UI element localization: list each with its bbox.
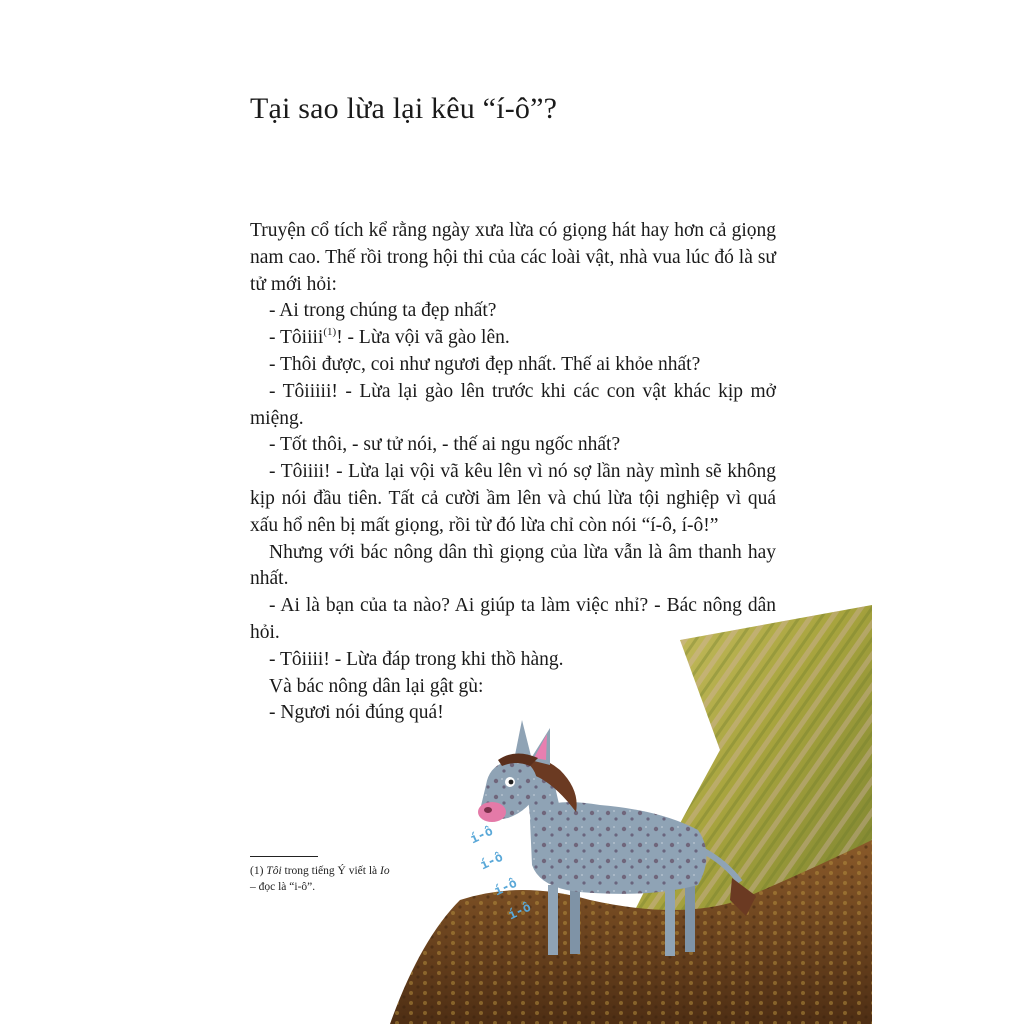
donkey-illustration: [380, 600, 872, 1024]
page-title: Tại sao lừa lại kêu “í-ô”?: [250, 92, 558, 125]
footnote-marker: (1): [250, 865, 267, 877]
paragraph: Truyện cổ tích kể rằng ngày xưa lừa có giọng hát hay hơn cả giọng nam cao. Thế rồi trong hội thi của các loài vật, nhà vua lúc đó là sư tử mới hỏi:: [250, 220, 776, 295]
paragraph: [250, 325, 776, 352]
paragraph: - Thôi được, coi như ngươi đẹp nhất. Thế ai khỏe nhất?: [269, 353, 701, 375]
footnote-word: Io: [380, 865, 390, 877]
paragraph: - Ngươi nói đúng quá!: [269, 702, 444, 724]
text-run: ! - Lừa vội vã gào lên.: [336, 327, 510, 349]
paragraph: Và bác nông dân lại gật gù:: [269, 675, 484, 697]
sound-effect-text: í-ô: [505, 899, 534, 924]
footnote-word: Tôi: [266, 865, 282, 877]
sound-effect-text: í-ô: [491, 875, 520, 900]
footnote-text: – đọc là “i-ô”.: [250, 881, 316, 893]
paragraph: - Tôiiii! - Lừa lại vội vã kêu lên vì nó sợ lần này mình sẽ không kịp nói đầu tiên. Tất cả cười ầm lên và chú lừa tội nghiệp vì quá xấu hổ nên bị mất giọng, rồi từ đó lừa chỉ còn nói “í-ô, í-ô!”: [250, 461, 776, 536]
paragraph: - Tốt thôi, - sư tử nói, - thế ai ngu ngốc nhất?: [269, 434, 621, 456]
text-run: - Tôiiii: [269, 327, 324, 349]
paragraph: Nhưng với bác nông dân thì giọng của lừa vẫn là âm thanh hay nhất.: [250, 541, 776, 590]
paragraph: - Tôiiii! - Lừa đáp trong khi thồ hàng.: [269, 648, 564, 670]
footnote-reference: (1): [323, 326, 337, 339]
footnote-divider: [250, 856, 318, 857]
footnote-text: trong tiếng Ý viết là: [281, 865, 381, 877]
sound-effect-text: í-ô: [467, 823, 496, 848]
paragraph: - Ai trong chúng ta đẹp nhất?: [269, 300, 497, 322]
sound-effect-text: í-ô: [477, 849, 506, 874]
paragraph: - Tôiiiii! - Lừa lại gào lên trước khi các con vật khác kịp mở miệng.: [250, 380, 776, 429]
paragraph: - Ai là bạn của ta nào? Ai giúp ta làm việc nhỉ? - Bác nông dân hỏi.: [250, 595, 776, 643]
